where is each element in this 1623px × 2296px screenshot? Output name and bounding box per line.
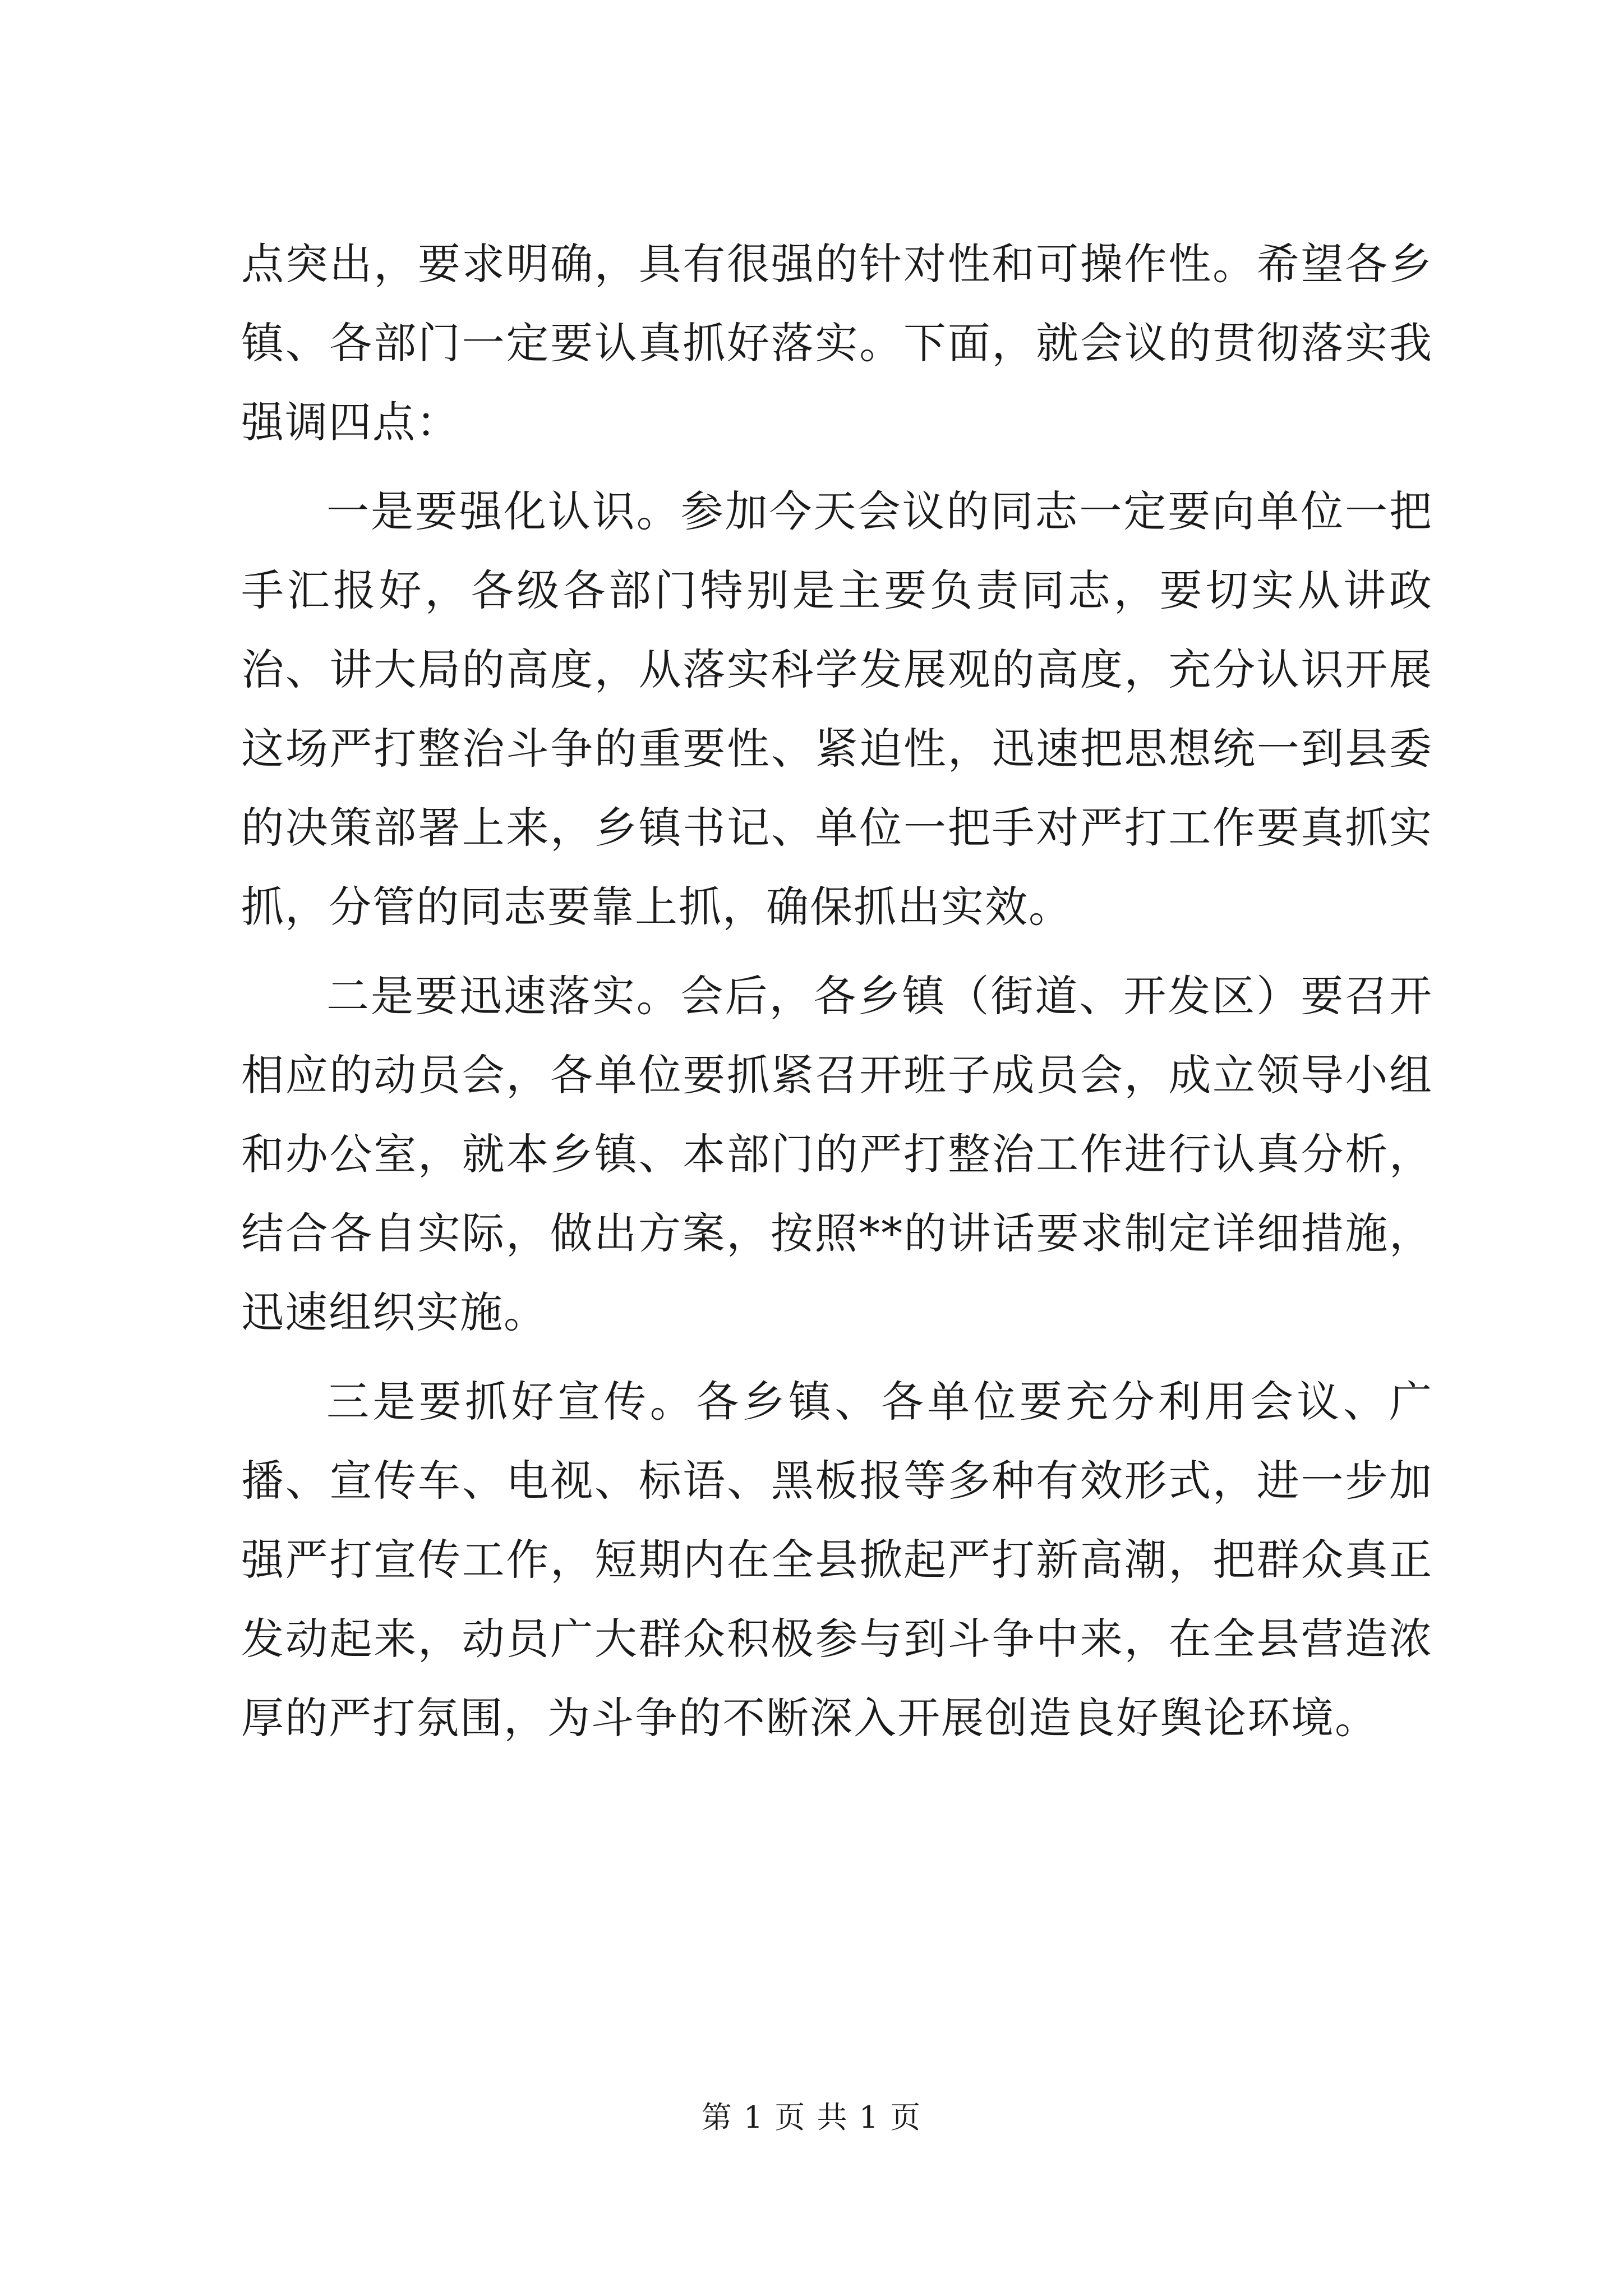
document-body [241,224,1433,1757]
paragraph-1: 点突出，要求明确，具有很强的针对性和可操作性。希望各乡镇、各部门一定要认真抓好落实。下面，就会议的贯彻落实我强调四点： [241,239,1433,447]
paragraph-3: 二是要迅速落实。会后，各乡镇（街道、开发区）要召开相应的动员会，各单位要抓紧召开班子成员会，成立领导小组和办公室，就本乡镇、本部门的严打整治工作进行认真分析，结合各自实际，做出方案，按照**的讲话要求制定详细措施，迅速组织实施。 [241,971,1433,1337]
page-number-footer: 第 1 页 共 1 页 [701,2100,922,2135]
paragraph-2: 一是要强化认识。参加今天会议的同志一定要向单位一把手汇报好，各级各部门特别是主要负责同志，要切实从讲政治、讲大局的高度，从落实科学发展观的高度，充分认识开展这场严打整治斗争的重要性、紧迫性，迅速把思想统一到县委的决策部署上来，乡镇书记、单位一把手对严打工作要真抓实抓，分管的同志要靠上抓，确保抓出实效。 [241,486,1433,932]
paragraph-4: 三是要抓好宣传。各乡镇、各单位要充分利用会议、广播、宣传车、电视、标语、黑板报等多种有效形式，进一步加强严打宣传工作，短期内在全县掀起严打新高潮，把群众真正发动起来，动员广大群众积极参与到斗争中来，在全县营造浓厚的严打氛围，为斗争的不断深入开展创造良好舆论环境。 [241,1377,1433,1743]
